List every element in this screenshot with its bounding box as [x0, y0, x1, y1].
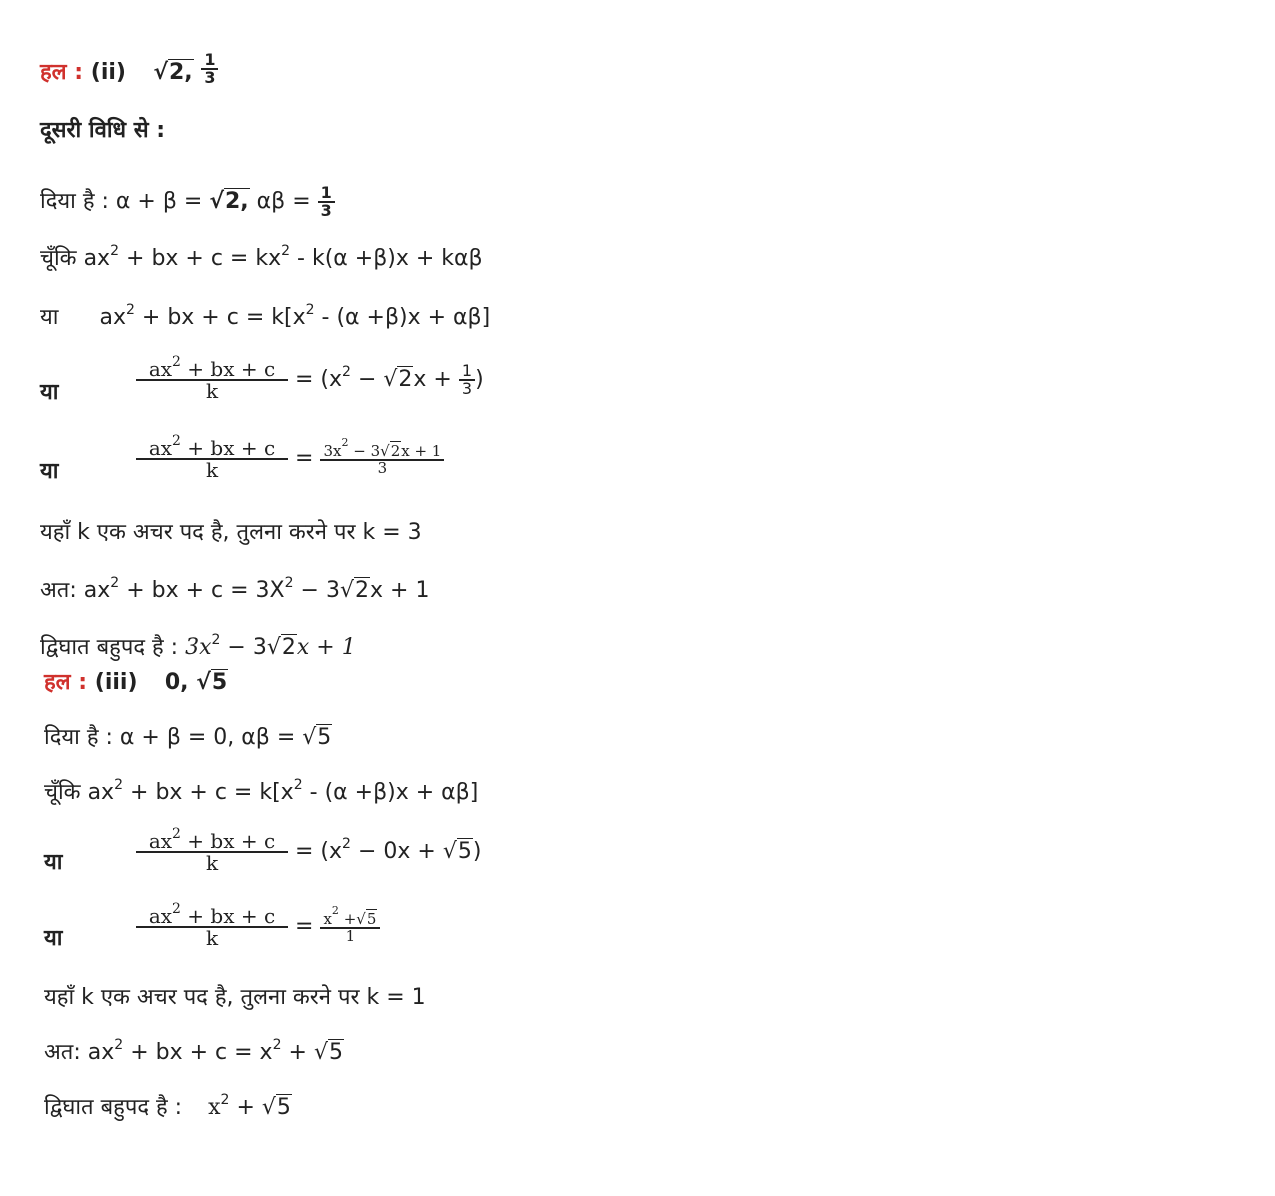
given-label: दिया है :	[40, 189, 109, 214]
hence-line-iii	[44, 1037, 344, 1065]
exponent: 2	[114, 777, 124, 793]
math-term: +	[288, 1040, 307, 1065]
heading-part-iii	[44, 672, 228, 694]
square-root: √5	[196, 670, 228, 695]
since-line-ii	[40, 243, 483, 271]
radicand: 2	[390, 441, 401, 460]
exponent: 2	[284, 575, 294, 591]
exponent: 2	[341, 435, 349, 449]
equation-fraction-2	[136, 433, 444, 482]
math-term: αβ =	[256, 189, 311, 214]
math-term: + bx + c = x	[130, 1040, 273, 1065]
numerator	[320, 435, 444, 460]
math-term: +	[343, 909, 357, 928]
square-root: √5	[356, 909, 377, 928]
method-title: दूसरी विधि से :	[40, 118, 166, 143]
quadratic-line-ii	[40, 632, 356, 660]
math-term: −	[357, 367, 377, 392]
or-label: या	[40, 305, 59, 330]
exponent: 2	[342, 836, 351, 852]
fraction	[320, 903, 380, 945]
quadratic-label: द्विघात बहुपद है :	[40, 635, 179, 660]
math-term: - (α +β)x + αβ]	[321, 305, 491, 330]
math-term: 0,	[164, 670, 189, 695]
heading-label: हल	[44, 670, 71, 695]
math-term: = (x	[295, 839, 343, 864]
numerator: 1	[320, 183, 332, 202]
math-term: − 3	[227, 635, 267, 660]
math-term: ax	[87, 780, 115, 805]
denominator: 3	[461, 379, 473, 398]
math-term: ax	[148, 829, 173, 853]
exponent: 2	[211, 632, 221, 648]
numerator	[136, 826, 288, 853]
square-root: √2,	[209, 189, 249, 214]
quadratic-line-iii	[44, 1092, 292, 1120]
fraction	[136, 826, 288, 875]
since-label: चूँकि	[40, 246, 77, 271]
math-term: x + 1	[401, 441, 442, 460]
math-term: + bx + c	[187, 357, 276, 381]
heading-colon: :	[78, 670, 88, 695]
equation-fraction-3	[136, 826, 482, 875]
math-term: = (x	[295, 367, 343, 392]
square-root: √2	[383, 367, 413, 392]
math-term: α + β =	[115, 189, 203, 214]
numerator	[136, 354, 288, 381]
math-term: x	[323, 909, 332, 928]
math-term: =	[295, 446, 314, 471]
fraction	[136, 901, 288, 950]
math-term: 3x	[185, 635, 212, 660]
exponent: 2	[110, 575, 120, 591]
square-root: √5	[302, 725, 332, 750]
or-label: या	[40, 380, 59, 405]
part-number: (ii)	[90, 60, 126, 85]
radicand: 2	[281, 635, 296, 660]
exponent: 2	[220, 1092, 230, 1108]
part-number: (iii)	[94, 670, 138, 695]
math-term: +	[236, 1095, 255, 1120]
math-term: + bx + c = 3X	[126, 578, 285, 603]
exponent: 2	[172, 433, 181, 449]
radicand: 2,	[169, 60, 193, 85]
radicand: 2	[355, 578, 370, 603]
since-label: चूँकि	[44, 780, 81, 805]
math-term: − 3	[300, 578, 340, 603]
denominator: 1	[345, 926, 356, 945]
math-term: ax	[99, 305, 126, 330]
or-label: या	[40, 459, 59, 484]
denominator: 3	[377, 458, 388, 477]
square-root: √5	[442, 839, 472, 864]
exponent: 2	[125, 302, 135, 318]
radicand: 5	[276, 1095, 291, 1120]
radicand: 5	[328, 1040, 343, 1065]
denominator: k	[205, 851, 219, 875]
math-term: α + β = 0,	[119, 725, 235, 750]
given-label: दिया है :	[44, 725, 113, 750]
square-root: √2	[339, 578, 370, 603]
math-term: )	[472, 839, 482, 864]
equation-fraction-4	[136, 901, 380, 950]
equation-fraction-1	[136, 354, 484, 403]
math-term: + bx + c = kx	[126, 246, 282, 271]
denominator: 3	[204, 68, 216, 87]
constant-line-iii: यहाँ k एक अचर पद है, तुलना करने पर k = 1	[44, 985, 426, 1010]
heading-colon: :	[74, 60, 84, 85]
denominator: 3	[320, 201, 332, 220]
square-root: √2	[380, 441, 401, 460]
math-term: )	[475, 367, 484, 392]
quadratic-label: द्विघात बहुपद है :	[44, 1095, 183, 1120]
math-term: x	[208, 1095, 221, 1120]
heading-part-ii	[40, 50, 218, 90]
exponent: 2	[305, 302, 315, 318]
math-term: + bx + c	[187, 829, 276, 853]
fraction	[320, 435, 444, 477]
square-root: √5	[313, 1040, 343, 1065]
math-term: − 3	[353, 441, 381, 460]
math-term: − 0x +	[357, 839, 436, 864]
math-term: + bx + c = k[x	[141, 305, 306, 330]
math-term: ax	[83, 578, 111, 603]
math-term: αβ =	[241, 725, 296, 750]
math-term: 3x	[323, 441, 342, 460]
math-term: ax	[87, 1040, 115, 1065]
given-line-ii	[40, 185, 335, 219]
math-term: ax	[148, 436, 173, 460]
radicand: 5	[317, 725, 332, 750]
radicand: 5	[457, 839, 472, 864]
math-term: x +	[413, 367, 452, 392]
hence-label: अत:	[44, 1040, 81, 1065]
numerator	[136, 901, 288, 928]
exponent: 2	[293, 777, 303, 793]
or-label: या	[44, 926, 63, 951]
denominator: k	[205, 926, 219, 950]
exponent: 2	[114, 1037, 124, 1053]
exponent: 2	[272, 1037, 282, 1053]
or-line-1	[40, 302, 491, 330]
square-root: √2	[266, 635, 296, 660]
fraction	[318, 185, 335, 219]
math-term: + bx + c	[187, 436, 276, 460]
math-term: x + 1	[370, 578, 430, 603]
numerator	[320, 903, 380, 928]
given-line-iii	[44, 727, 332, 749]
numerator	[136, 433, 288, 460]
since-line-iii	[44, 777, 479, 805]
math-term: ax	[148, 904, 173, 928]
sqrt-2: √2,	[153, 60, 193, 85]
exponent: 2	[331, 903, 339, 917]
exponent: 2	[172, 354, 181, 370]
radicand: 2,	[225, 189, 249, 214]
hence-line-ii	[40, 575, 430, 603]
math-term: x + 1	[296, 635, 356, 660]
radicand: 5	[211, 670, 228, 695]
math-term: - k(α +β)x + kαβ	[297, 246, 483, 271]
exponent: 2	[110, 243, 120, 259]
math-term: + bx + c = k[x	[130, 780, 294, 805]
constant-line-ii: यहाँ k एक अचर पद है, तुलना करने पर k = 3	[40, 520, 422, 545]
heading-label: हल	[40, 60, 67, 85]
hence-label: अत:	[40, 578, 77, 603]
exponent: 2	[281, 243, 291, 259]
radicand: 5	[366, 909, 377, 928]
exponent: 2	[172, 901, 181, 917]
numerator: 1	[204, 50, 216, 69]
radicand: 2	[398, 367, 413, 392]
fraction	[459, 363, 475, 397]
numerator: 1	[461, 361, 473, 380]
fraction	[136, 433, 288, 482]
denominator: k	[205, 379, 219, 403]
or-label: या	[44, 850, 63, 875]
math-term: ax	[83, 246, 111, 271]
exponent: 2	[172, 826, 181, 842]
math-term: - (α +β)x + αβ]	[309, 780, 479, 805]
square-root: √5	[261, 1095, 291, 1120]
exponent: 2	[342, 364, 351, 380]
fraction	[136, 354, 288, 403]
math-term: ax	[148, 357, 173, 381]
denominator: k	[205, 458, 219, 482]
fraction-one-third	[201, 52, 218, 86]
math-term: + bx + c	[187, 904, 276, 928]
math-term: =	[295, 914, 314, 939]
